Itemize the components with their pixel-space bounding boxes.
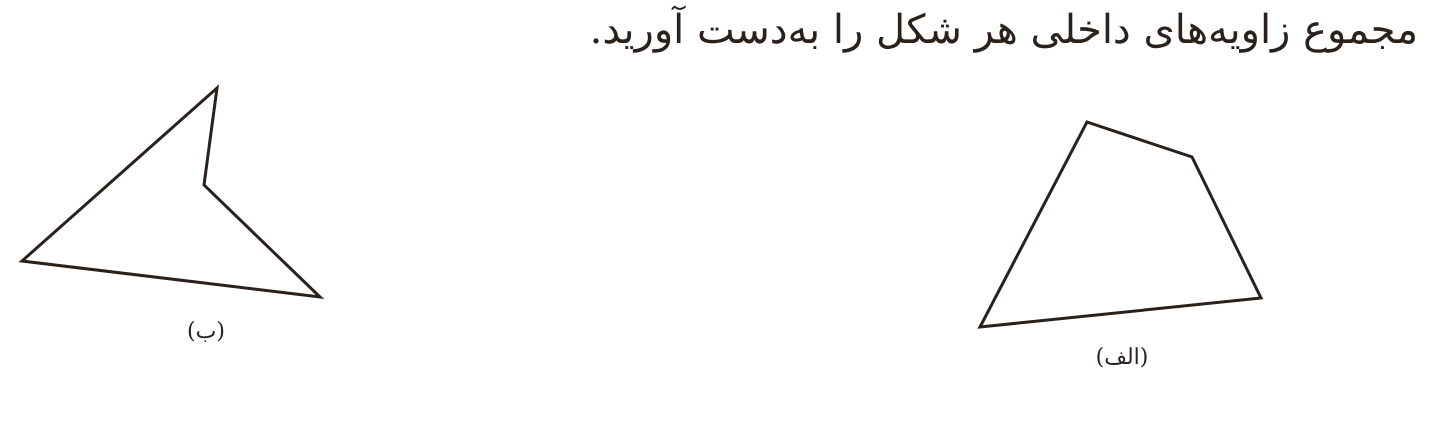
figure-label-a: (الف)	[1095, 345, 1149, 370]
figure-label-b: (ب)	[187, 319, 225, 344]
quadrilateral-a	[980, 122, 1261, 327]
concave-quadrilateral-b	[22, 88, 320, 297]
instruction-text: مجموع زاویه‌های داخلی هر شکل را به‌دست آورید.	[589, 7, 1418, 53]
